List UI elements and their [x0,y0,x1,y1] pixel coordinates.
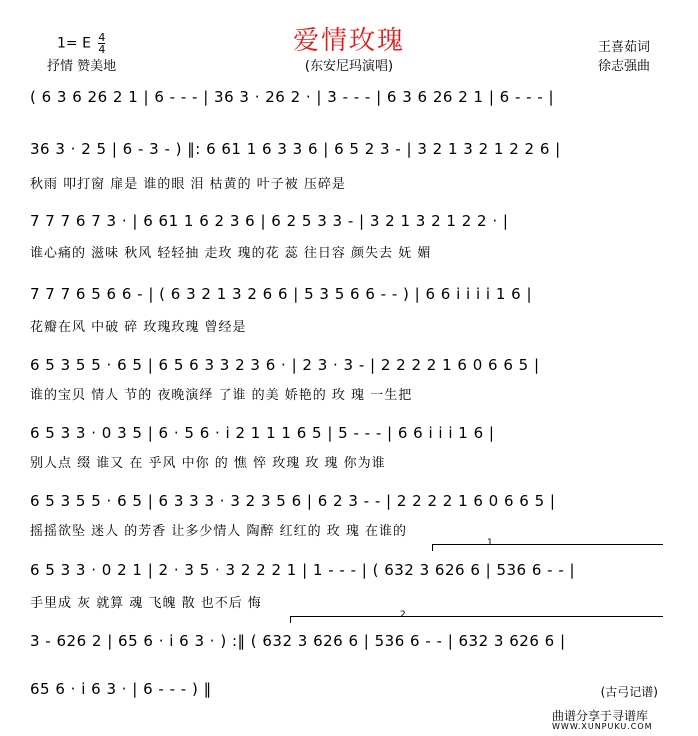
key-signature [57,32,105,55]
score-row-9-notes: 3 - 626 2 | 65 6 · i 6 3 · ) :‖ ( 632 3 626 6 | 536 6 - - | 632 3 626 6 | [30,632,566,650]
footer-url: WWW.XUNPUKU.COM [552,722,653,731]
time-signature [98,32,105,55]
score-row-2-lyrics: 秋雨 叩打窗 扉是 谁的眼 泪 枯黄的 叶子被 压碎是 [30,177,346,192]
score-row-6-lyrics: 别人点 缀 谁又 在 乎风 中你 的 憔 悴 玫瑰 玫 瑰 你为谁 [30,456,386,471]
score-row-7-notes: 6 5 3 5 5 · 6 5 | 6 3 3 3 · 3 2 3 5 6 | 6 2 3 - - | 2 2 2 2 1 6 0 6 6 5 | [30,492,556,510]
score-row-10-notes: 65 6 · i 6 3 · | 6 - - - ) ‖ [30,680,212,698]
score-row-8-notes: 6 5 3 3 · 0 2 1 | 2 · 3 5 · 3 2 2 2 1 | 1 - - - | ( 632 3 626 6 | 536 6 - - | [30,561,576,579]
score-row-4-lyrics: 花瓣在风 中破 碎 玫瑰玫瑰 曾经是 [30,320,247,335]
composer-credit: 徐志强曲 [598,59,651,74]
tempo-marking: 抒情 赞美地 [47,59,117,74]
score-row-5-lyrics: 谁的宝贝 情人 节的 夜晚演绎 了谁 的美 娇艳的 玫 瑰 一生把 [30,388,413,403]
score-row-3-lyrics: 谁心痛的 滋味 秋风 轻轻抽 走玫 瑰的花 蕊 往日容 颜失去 妩 媚 [30,246,432,261]
time-top: 4 [98,31,106,44]
key-label: 1= E [57,35,91,52]
score-row-7-lyrics: 摇摇欲坠 迷人 的芳香 让多少情人 陶醉 红红的 玫 瑰 在谁的 [30,524,408,539]
score-row-3-notes: 7 7 7 6 7 3 · | 6 61 1 6 2 3 6 | 6 2 5 3 3 - | 3 2 1 3 2 1 2 2 · | [30,212,509,230]
lyricist-credit: 王喜茹词 [598,40,651,55]
volta-number-2: 2 [400,610,406,620]
volta-bracket-1 [432,544,663,551]
score-row-4-notes: 7 7 7 6 5 6 6 - | ( 6 3 2 1 3 2 6 6 | 5 3 5 6 6 - - ) | 6 6 i i i i 1 6 | [30,285,533,303]
score-row-5-notes: 6 5 3 5 5 · 6 5 | 6 5 6 3 3 2 3 6 · | 2 3 · 3 - | 2 2 2 2 1 6 0 6 6 5 | [30,356,540,374]
transcriber-credit: (古弓记谱) [600,685,658,699]
performer-subtitle: (东安尼玛演唱) [304,59,394,74]
score-row-8-lyrics: 手里成 灰 就算 魂 飞魄 散 也不后 悔 [30,596,262,611]
time-bottom: 4 [98,43,106,56]
volta-bracket-2 [290,616,663,623]
score-row-6-notes: 6 5 3 3 · 0 3 5 | 6 · 5 6 · i 2 1 1 1 6 5 | 5 - - - | 6 6 i i i 1 6 | [30,424,495,442]
volta-number-1: 1 [487,538,493,548]
song-title: 爱情玫瑰 [292,26,405,56]
score-row-1-notes: ( 6 3 6 26 2 1 | 6 - - - | 36 3 · 26 2 · | 3 - - - | 6 3 6 26 2 1 | 6 - - - | [30,88,555,106]
footer-site-name: 曲谱分享于寻谱库 [552,709,649,723]
score-row-2-notes: 36 3 · 2 5 | 6 - 3 - ) ‖: 6 61 1 6 3 3 6 | 6 5 2 3 - | 3 2 1 3 2 1 2 2 6 | [30,140,561,158]
